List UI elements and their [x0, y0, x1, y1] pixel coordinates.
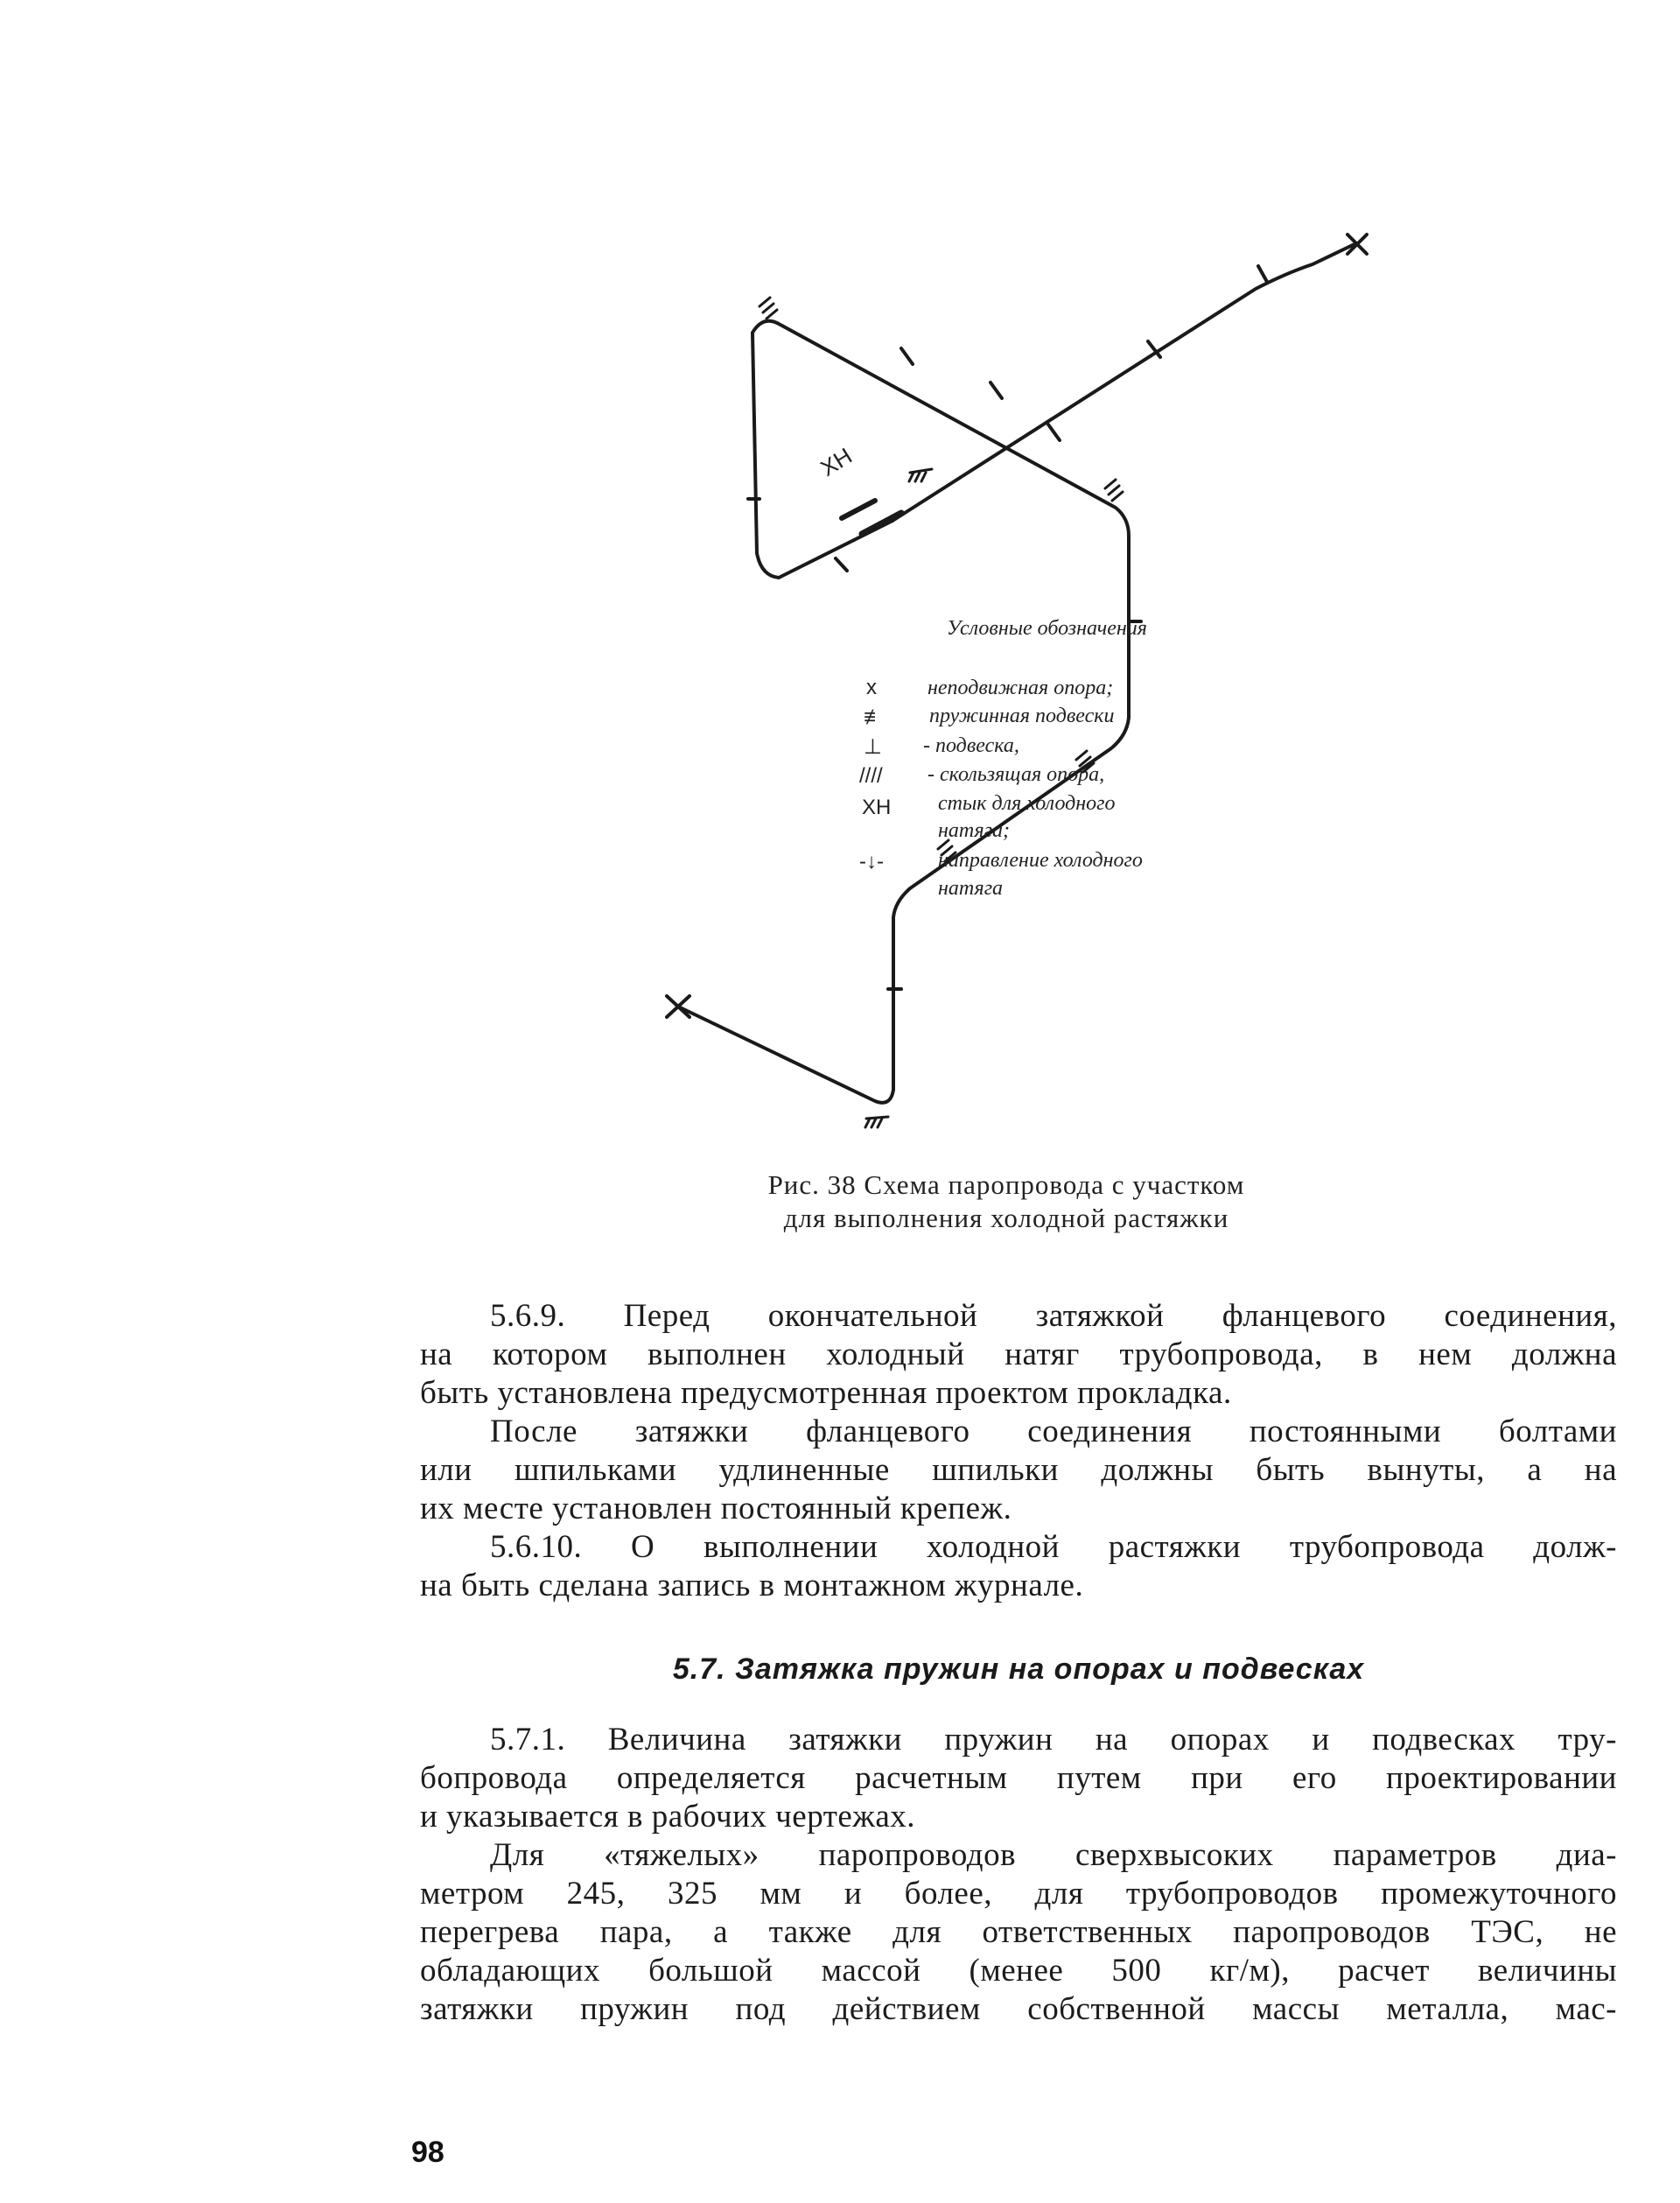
legend-text-cold-joint-cont: натяга; [938, 819, 1011, 842]
legend-text-hanger: - подвеска, [923, 734, 1019, 757]
legend-text-cold-direction-cont: натяга [938, 877, 1004, 900]
text-line: метром 245, 325 мм и более, для трубопроводов промежуточного [420, 1876, 1617, 1912]
legend-symbol-spring-hanger: ≢ [864, 705, 885, 729]
text-line: Для «тяжелых» паропроводов сверхвысоких параметров диа- [490, 1837, 1617, 1873]
legend-symbol-fixed-support: х [866, 676, 877, 699]
cold-tension-direction-mark [842, 501, 875, 518]
paragraph-flange-bolts [420, 1413, 1617, 1528]
legend-text-cold-direction: направление холодного [938, 849, 1143, 872]
text-line: на котором выполнен холодный натяг трубопровода, в нем должна [420, 1337, 1617, 1372]
text-line: на быть сделана запись в монтажном журнале. [420, 1568, 1084, 1603]
pipeline-thick-segment [862, 513, 901, 534]
caption-line: Рис. 38 Схема паропровода с участком [767, 1169, 1245, 1200]
text-line: бопровода определяется расчетным путем при его проектировании [420, 1760, 1617, 1796]
legend-symbol-sliding-support: //// [859, 764, 883, 788]
text-line: обладающих большой массой (менее 500 кг/м), расчет величины [420, 1953, 1617, 1989]
legend-text-cold-joint: стык для холодного [938, 792, 1116, 815]
page-number: 98 [411, 2136, 444, 2169]
paragraph-5-6-9 [420, 1297, 1617, 1413]
text-line: их месте установлен постоянный крепеж. [420, 1491, 1012, 1526]
pipeline-upper-branch [892, 243, 1356, 521]
text-line: 5.7.1. Величина затяжки пружин на опорах и подвесках тру- [490, 1722, 1617, 1757]
caption-line: для выполнения холодной растяжки [783, 1203, 1229, 1233]
legend [859, 676, 1143, 900]
sliding-support-symbol [865, 1117, 888, 1127]
fixed-support-mark-lower [667, 996, 690, 1017]
legend-text-spring-hanger: пружинная подвески [929, 705, 1115, 727]
sliding-support-symbol [909, 469, 932, 481]
section-heading: 5.7. Затяжка пружин на опорах и подвесках [672, 1652, 1365, 1686]
legend-symbol-cold-joint: ХН [862, 796, 892, 819]
legend-text-fixed-support: неподвижная опора; [928, 677, 1114, 699]
text-line: затяжки пружин под действием собственной массы металла, мас- [420, 1991, 1617, 2027]
text-line: 5.6.10. О выполнении холодной растяжки трубопровода долж- [490, 1529, 1617, 1565]
text-line: и указывается в рабочих чертежах. [420, 1799, 916, 1835]
spring-hanger-symbol [1105, 480, 1123, 501]
text-line: После затяжки фланцевого соединения постоянными болтами [490, 1414, 1617, 1449]
text-line: перегрева пара, а также для ответственных паропроводов ТЭС, не [420, 1914, 1617, 1950]
pipeline-diagram-figure [612, 210, 1400, 1155]
legend-text-sliding-support: - скользящая опора, [928, 763, 1105, 786]
paragraph-5-7-1 [420, 1721, 1617, 1836]
spring-hanger-symbol [760, 298, 777, 319]
text-line: 5.6.9. Перед окончательной затяжкой фланцевого соединения, [490, 1298, 1617, 1334]
legend-symbol-cold-direction: -↓- [859, 850, 884, 873]
legend-title: Условные обозначения [947, 617, 1147, 640]
text-line: быть установлена предусмотренная проектом прокладка. [420, 1375, 1232, 1411]
figure-caption [612, 1168, 1400, 1235]
paragraph-5-6-10 [420, 1528, 1617, 1605]
cold-tension-joint-label: ХН [816, 442, 857, 482]
pipeline-diagram [612, 210, 1400, 1155]
text-line: или шпильками удлиненные шпильки должны быть вынуты, а на [420, 1452, 1617, 1488]
legend-symbol-hanger: ⊥ [864, 735, 882, 759]
paragraph-heavy-steam-pipes [420, 1836, 1617, 2029]
